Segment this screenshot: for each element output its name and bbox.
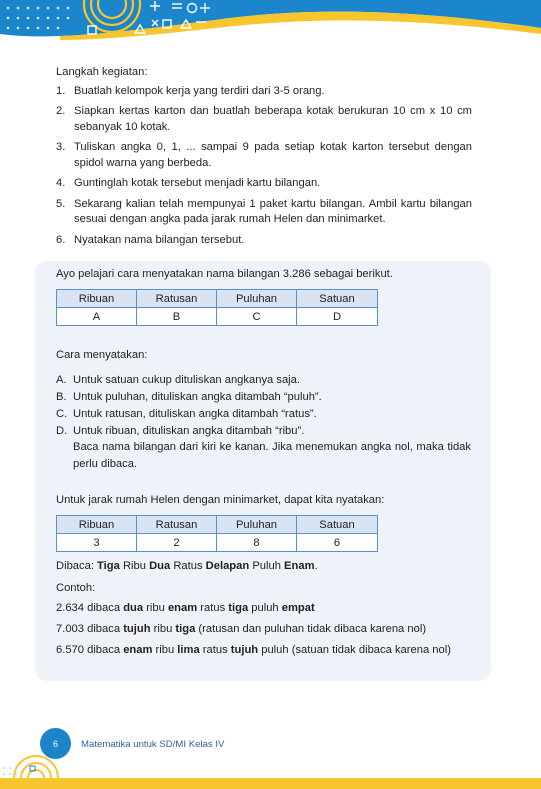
way-item: B. Untuk puluhan, dituliskan angka ditambah “puluh”.	[56, 390, 322, 403]
step-item: 1. Buatlah kelompok kerja yang terdiri dari 3-5 orang.	[56, 85, 325, 97]
cell-value: 3	[57, 534, 137, 552]
step-item: 4. Guntinglah kotak tersebut menjadi kartu bilangan.	[56, 177, 321, 190]
header-ratusan: Ratusan	[137, 290, 217, 308]
cell-value: A	[57, 308, 137, 326]
box-intro: Ayo pelajari cara menyatakan nama bilangan 3.286 sebagai berikut.	[56, 268, 393, 280]
header-satuan: Satuan	[297, 290, 378, 308]
cell-value: C	[217, 308, 297, 326]
cell-value: D	[297, 308, 378, 326]
page-number: 6	[40, 728, 71, 759]
steps-list	[56, 84, 472, 253]
header-puluhan: Puluhan	[217, 290, 297, 308]
header-satuan: Satuan	[297, 516, 378, 534]
reading-note: Baca nama bilangan dari kiri ke kanan. Jika menemukan angka nol, maka tidak perlu dibaca.	[73, 441, 471, 470]
cell-value: 6	[297, 534, 378, 552]
header-ratusan: Ratusan	[137, 516, 217, 534]
place-value-table-distance	[56, 515, 378, 552]
steps-title: Langkah kegiatan:	[56, 66, 148, 78]
way-item: D. Untuk ribuan, dituliskan angka ditambah “ribu”.	[56, 424, 305, 437]
step-item: 5. Sekarang kalian telah mempunyai 1 paket kartu bilangan. Ambil kartu bilangan sesuai dengan angka pada jarak rumah Helen dan minimarket.	[56, 197, 472, 226]
header-ribuan: Ribuan	[57, 516, 137, 534]
step-item: 3. Tuliskan angka 0, 1, ... sampai 9 pada setiap kotak karton tersebut dengan spidol warna yang berbeda.	[56, 141, 472, 169]
dibaca-line: Dibaca: Tiga Ribu Dua Ratus Delapan Puluh Enam.	[56, 560, 318, 572]
way-item: A. Untuk satuan cukup dituliskan angkanya saja.	[56, 374, 301, 386]
ways-title: Cara menyatakan:	[56, 349, 148, 361]
bottom-bar	[0, 778, 541, 789]
book-title: Matematika untuk SD/MI Kelas IV	[81, 739, 225, 750]
distance-intro: Untuk jarak rumah Helen dengan minimarket, dapat kita nyatakan:	[56, 494, 385, 506]
contoh-title: Contoh:	[56, 582, 96, 594]
cell-value: 8	[217, 534, 297, 552]
example-3: 6.570 dibaca enam ribu lima ratus tujuh puluh (satuan tidak dibaca karena nol)	[56, 644, 451, 656]
way-item: C. Untuk ratusan, dituliskan angka ditambah “ratus”.	[56, 407, 317, 420]
place-value-table-letters	[56, 289, 378, 326]
example-1: 2.634 dibaca dua ribu enam ratus tiga puluh empat	[56, 602, 315, 614]
header-ribuan: Ribuan	[57, 290, 137, 308]
step-item: 2. Siapkan kertas karton dan buatlah beberapa kotak berukuran 10 cm x 10 cm sebanyak 10 kotak.	[56, 105, 472, 133]
example-2: 7.003 dibaca tujuh ribu tiga (ratusan dan puluhan tidak dibaca karena nol)	[56, 623, 427, 635]
header-decoration	[0, 0, 541, 48]
cell-value: B	[137, 308, 217, 326]
step-item: 6. Nyatakan nama bilangan tersebut.	[56, 233, 245, 246]
header-puluhan: Puluhan	[217, 516, 297, 534]
cell-value: 2	[137, 534, 217, 552]
ways-list	[56, 373, 472, 441]
